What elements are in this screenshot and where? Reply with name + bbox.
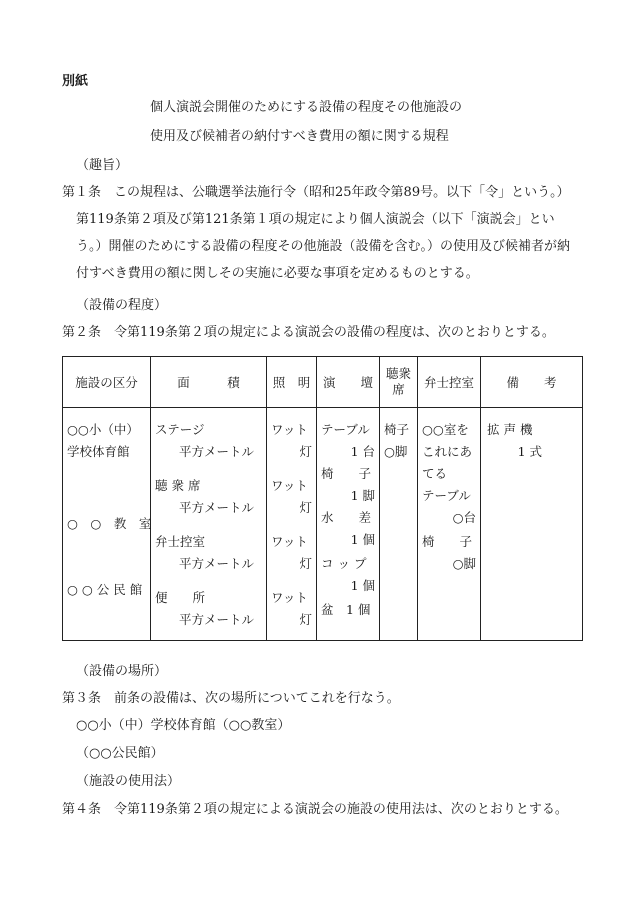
podium-cell bbox=[317, 408, 380, 641]
podium-item: コ ッ プ bbox=[321, 556, 367, 571]
header-facility-type: 施設の区分 bbox=[63, 357, 151, 408]
place-line-1: ○○小（中）学校体育館（○○教室） bbox=[76, 718, 291, 733]
lighting-suffix: 灯 bbox=[299, 500, 312, 515]
header-audience-seats: 聴衆 席 bbox=[380, 357, 418, 408]
facility-type-item: ○ ○ 教 室 bbox=[67, 516, 152, 531]
table-header-row bbox=[63, 357, 583, 408]
area-item: 便 所 bbox=[155, 590, 206, 605]
remarks-qty: 1 式 bbox=[517, 444, 542, 459]
audience-item: 椅子 bbox=[384, 422, 410, 437]
header-remarks: 備 考 bbox=[481, 357, 583, 408]
audience-qty: ○脚 bbox=[384, 444, 408, 459]
facility-type-item: ○ ○ 公 民 館 bbox=[67, 582, 143, 597]
article-1-line-4: 付すべき費用の額に関しその実施に必要な事項を定めるものとする。 bbox=[76, 266, 479, 281]
speaker-room-qty: ○台 bbox=[452, 510, 476, 525]
lighting-unit: ワット bbox=[271, 534, 308, 549]
article-2-text: 第２条 令第119条第２項の規定による演説会の設備の程度は、次のとおりとする。 bbox=[62, 325, 555, 340]
podium-qty: 1 個 bbox=[350, 578, 375, 593]
header-podium: 演 壇 bbox=[317, 357, 380, 408]
audience-seats-cell bbox=[380, 408, 418, 641]
section-heading-purpose: （趣旨） bbox=[76, 158, 129, 173]
table-row bbox=[63, 408, 583, 641]
area-cell bbox=[151, 408, 267, 641]
area-unit: 平方メートル bbox=[179, 612, 255, 627]
place-line-2: （○○公民館） bbox=[76, 746, 164, 761]
attachment-label: 別紙 bbox=[62, 74, 89, 89]
speaker-room-qty: ○脚 bbox=[452, 556, 476, 571]
lighting-unit: ワット bbox=[271, 590, 308, 605]
lighting-suffix: 灯 bbox=[299, 556, 312, 571]
area-item: ステージ bbox=[155, 422, 205, 437]
header-area: 面 積 bbox=[151, 357, 267, 408]
area-unit: 平方メートル bbox=[179, 444, 255, 459]
podium-qty: 1 個 bbox=[350, 532, 375, 547]
header-speaker-room: 弁士控室 bbox=[418, 357, 481, 408]
remarks-item: 拡 声 機 bbox=[487, 422, 533, 437]
speaker-room-item: 椅 子 bbox=[422, 534, 473, 549]
lighting-suffix: 灯 bbox=[299, 444, 312, 459]
facility-type-item: ○○小（中） bbox=[67, 422, 139, 437]
title-line-2: 使用及び候補者の納付すべき費用の額に関する規程 bbox=[150, 129, 449, 144]
speaker-room-text: これにあ bbox=[422, 444, 473, 459]
speaker-room-text: ○○室を bbox=[422, 422, 469, 437]
podium-item: 椅 子 bbox=[321, 466, 372, 481]
lighting-cell bbox=[267, 408, 317, 641]
facility-type-item: 学校体育館 bbox=[67, 444, 130, 459]
article-1-line-2: 第119条第２項及び第121条第１項の規定により個人演説会（以下「演説会」とい bbox=[76, 212, 555, 227]
area-unit: 平方メートル bbox=[179, 556, 255, 571]
section-heading-usage: （施設の使用法） bbox=[76, 774, 181, 789]
title-line-1: 個人演説会開催のためにする設備の程度その他施設の bbox=[150, 100, 463, 115]
area-unit: 平方メートル bbox=[179, 500, 255, 515]
speaker-room-text: てる bbox=[422, 466, 448, 481]
section-heading-equipment: （設備の程度） bbox=[76, 298, 168, 313]
podium-item: テーブル bbox=[321, 422, 370, 437]
facility-type-cell bbox=[63, 408, 151, 641]
podium-qty: 1 脚 bbox=[350, 488, 375, 503]
article-1-line-3: う。）開催のためにする設備の程度その他施設（設備を含む。）の使用及び候補者が納 bbox=[76, 239, 571, 254]
podium-item: 水 差 bbox=[321, 510, 372, 525]
podium-item: 盆 1 個 bbox=[321, 602, 371, 617]
speaker-room-cell bbox=[418, 408, 481, 641]
lighting-unit: ワット bbox=[271, 422, 308, 437]
article-4-text: 第４条 令第119条第２項の規定による演説会の施設の使用法は、次のとおりとする。 bbox=[62, 802, 568, 817]
facility-table bbox=[62, 356, 583, 641]
remarks-cell bbox=[481, 408, 583, 641]
area-item: 弁士控室 bbox=[155, 534, 206, 549]
section-heading-location: （設備の場所） bbox=[76, 664, 168, 679]
lighting-unit: ワット bbox=[271, 478, 308, 493]
area-item: 聴 衆 席 bbox=[155, 478, 201, 493]
header-lighting: 照 明 bbox=[267, 357, 317, 408]
lighting-suffix: 灯 bbox=[299, 612, 312, 627]
article-1-line-1: 第１条 この規程は、公職選挙法施行令（昭和25年政令第89号。以下「令」という。） bbox=[62, 185, 570, 200]
article-3-text: 第３条 前条の設備は、次の場所についてこれを行なう。 bbox=[62, 691, 400, 706]
speaker-room-item: テーブル bbox=[422, 488, 471, 503]
podium-qty: 1 台 bbox=[350, 444, 375, 459]
